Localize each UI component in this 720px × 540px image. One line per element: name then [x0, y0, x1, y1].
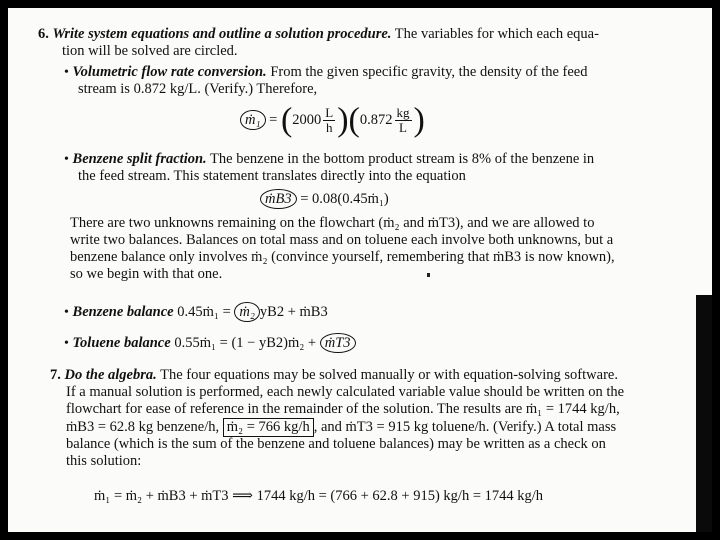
fraction-l-per-h: $\frac{L}{h}$	[325, 105, 334, 136]
item6-intro-line1: The variables for which each equa-	[394, 26, 599, 42]
textbook-page	[8, 8, 712, 532]
volumetric-equation: ṁ₁ = (2000 $\frac{L}{h}$ )(0.872 $\frac{kg}{L}$ )	[240, 103, 425, 138]
toluene-balance	[64, 333, 356, 353]
final-check-equation	[94, 488, 543, 505]
split-equation	[260, 189, 389, 209]
eq-val2: 0.872	[359, 112, 393, 128]
item7-line6: this solution:	[66, 453, 142, 469]
m2-circled: ṁ₂	[234, 302, 260, 322]
bullet-icon: •	[64, 65, 69, 80]
item7-line5: balance (which is the sum of the benzene and toluene balances) may be written as a check on	[66, 436, 606, 452]
m1-circled: ṁ₁	[240, 110, 266, 130]
split-para-line3: benzene balance only involves ṁ₂ (convince yourself, remembering that ṁB3 is now known),	[70, 249, 615, 265]
item6-line1	[38, 26, 599, 43]
implies-arrow-icon: ⟹	[232, 488, 253, 504]
split-eq-rhs: = 0.08(0.45ṁ₁)	[300, 191, 389, 207]
volumetric-line1-text: From the given specific gravity, the density of the feed	[270, 64, 588, 80]
item6-heading: Write system equations and outline a solution procedure.	[52, 26, 392, 42]
item7-line1-text: The four equations may be solved manually or with equation-solving software.	[160, 367, 618, 383]
split-line1	[64, 151, 594, 168]
volumetric-line2: stream is 0.872 kg/L. (Verify.) Therefore,	[78, 81, 318, 97]
split-para-line1: There are two unknowns remaining on the flowchart (ṁ₂ and ṁT3), and we are allowed to	[70, 215, 595, 231]
item6-number: 6.	[38, 26, 49, 42]
volumetric-line1	[64, 64, 587, 81]
item7-line3: flowchart for ease of reference in the remainder of the solution. The results are ṁ₁ = 1744 kg/h,	[66, 401, 620, 417]
volumetric-title: Volumetric flow rate conversion.	[72, 64, 267, 80]
item7-line1	[50, 367, 618, 384]
eq-val1: 2000	[292, 112, 322, 128]
benzene-balance-eq-a: 0.45ṁ₁ =	[177, 304, 231, 320]
split-line1-text: The benzene in the bottom product stream is 8% of the benzene in	[210, 151, 595, 167]
toluene-balance-eq-a: 0.55ṁ₁ = (1 − yB2)ṁ₂ +	[174, 335, 317, 351]
m2-result-boxed: ṁ₂ = 766 kg/h	[223, 418, 314, 437]
item6-intro-line2: tion will be solved are circled.	[62, 43, 238, 59]
split-para-line4: so we begin with that one.	[70, 266, 223, 282]
bullet-icon: •	[64, 305, 69, 320]
benzene-balance-title: Benzene balance	[72, 304, 174, 320]
mt3-circled: ṁT3	[320, 333, 356, 353]
final-rhs: 1744 kg/h = (766 + 62.8 + 915) kg/h = 1744 kg/h	[256, 488, 544, 504]
benzene-balance	[64, 302, 328, 322]
item7-line4-b: , and ṁT3 = 915 kg toluene/h. (Verify.) A total mass	[313, 419, 617, 435]
item7-line4	[66, 418, 616, 437]
toluene-balance-title: Toluene balance	[72, 335, 171, 351]
mb3-circled: ṁB3	[260, 189, 297, 209]
item7-line2: If a manual solution is performed, each newly calculated variable value should be written on the	[66, 384, 625, 400]
bullet-icon: •	[64, 336, 69, 351]
benzene-balance-eq-b: yB2 + ṁB3	[259, 304, 328, 320]
item7-number: 7.	[50, 367, 61, 383]
item7-line4-a: ṁB3 = 62.8 kg benzene/h,	[66, 419, 220, 435]
item7-heading: Do the algebra.	[64, 367, 157, 383]
final-lhs: ṁ₁ = ṁ₂ + ṁB3 + ṁT3	[94, 488, 229, 504]
scan-edge-shadow	[696, 295, 712, 532]
bullet-icon: •	[64, 152, 69, 167]
split-line2: the feed stream. This statement translates directly into the equation	[78, 168, 466, 184]
fraction-kg-per-l: $\frac{kg}{L}$	[396, 105, 410, 136]
split-title: Benzene split fraction.	[72, 151, 207, 167]
stray-mark	[427, 273, 430, 277]
split-para-line2: write two balances. Balances on total mass and on toluene each involve both unknowns, but a	[70, 232, 614, 248]
eq-equals: =	[269, 112, 278, 128]
